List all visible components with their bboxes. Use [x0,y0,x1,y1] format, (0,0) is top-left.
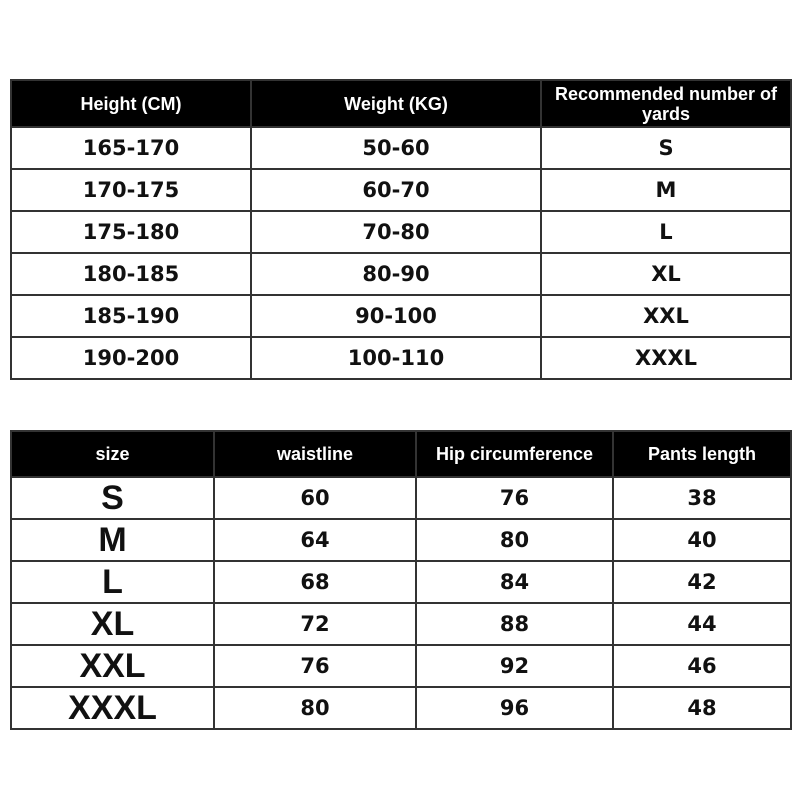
table-row [11,169,791,211]
table-cell: 64 [214,519,416,561]
table-row [11,687,791,729]
header-pants-length: Pants length [613,431,791,477]
table-cell: 38 [613,477,791,519]
table-cell: XXXL [11,687,214,729]
table-cell: 90-100 [251,295,541,337]
table-cell: 42 [613,561,791,603]
table-cell: 44 [613,603,791,645]
table-cell: S [541,127,791,169]
table-cell: 190-200 [11,337,251,379]
table-row [11,127,791,169]
table-cell: 80-90 [251,253,541,295]
table-cell: 80 [416,519,613,561]
table-header-row [11,431,791,477]
table-cell: L [541,211,791,253]
table-cell: XXL [11,645,214,687]
table-cell: 48 [613,687,791,729]
table-cell: 68 [214,561,416,603]
table-row [11,561,791,603]
header-waistline: waistline [214,431,416,477]
header-weight: Weight (KG) [251,80,541,127]
table-cell: 60 [214,477,416,519]
header-height: Height (CM) [11,80,251,127]
table-row [11,477,791,519]
table-cell: 70-80 [251,211,541,253]
table-cell: 40 [613,519,791,561]
table-cell: 88 [416,603,613,645]
table-row [11,253,791,295]
table-row [11,645,791,687]
table-row [11,519,791,561]
table-cell: 170-175 [11,169,251,211]
table-cell: XXL [541,295,791,337]
table-cell: XL [11,603,214,645]
table-cell: S [11,477,214,519]
table-row [11,211,791,253]
height-weight-size-table [10,79,792,380]
header-recommended-size: Recommended number of yards [541,80,791,127]
table-cell: 96 [416,687,613,729]
table-cell: 175-180 [11,211,251,253]
table-cell: 84 [416,561,613,603]
table-cell: 100-110 [251,337,541,379]
table-cell: 72 [214,603,416,645]
table-cell: 76 [416,477,613,519]
table-row [11,295,791,337]
table-row [11,337,791,379]
table-cell: 180-185 [11,253,251,295]
table-cell: 92 [416,645,613,687]
table-cell: XL [541,253,791,295]
table-cell: 76 [214,645,416,687]
table-cell: 165-170 [11,127,251,169]
table-cell: 50-60 [251,127,541,169]
table-cell: 60-70 [251,169,541,211]
header-size: size [11,431,214,477]
table-cell: 80 [214,687,416,729]
table-cell: M [11,519,214,561]
table-row [11,603,791,645]
table-cell: L [11,561,214,603]
table-cell: XXXL [541,337,791,379]
table-header-row [11,80,791,127]
table-cell: 46 [613,645,791,687]
header-hip: Hip circumference [416,431,613,477]
table-cell: M [541,169,791,211]
size-measurement-table [10,430,792,730]
table-cell: 185-190 [11,295,251,337]
